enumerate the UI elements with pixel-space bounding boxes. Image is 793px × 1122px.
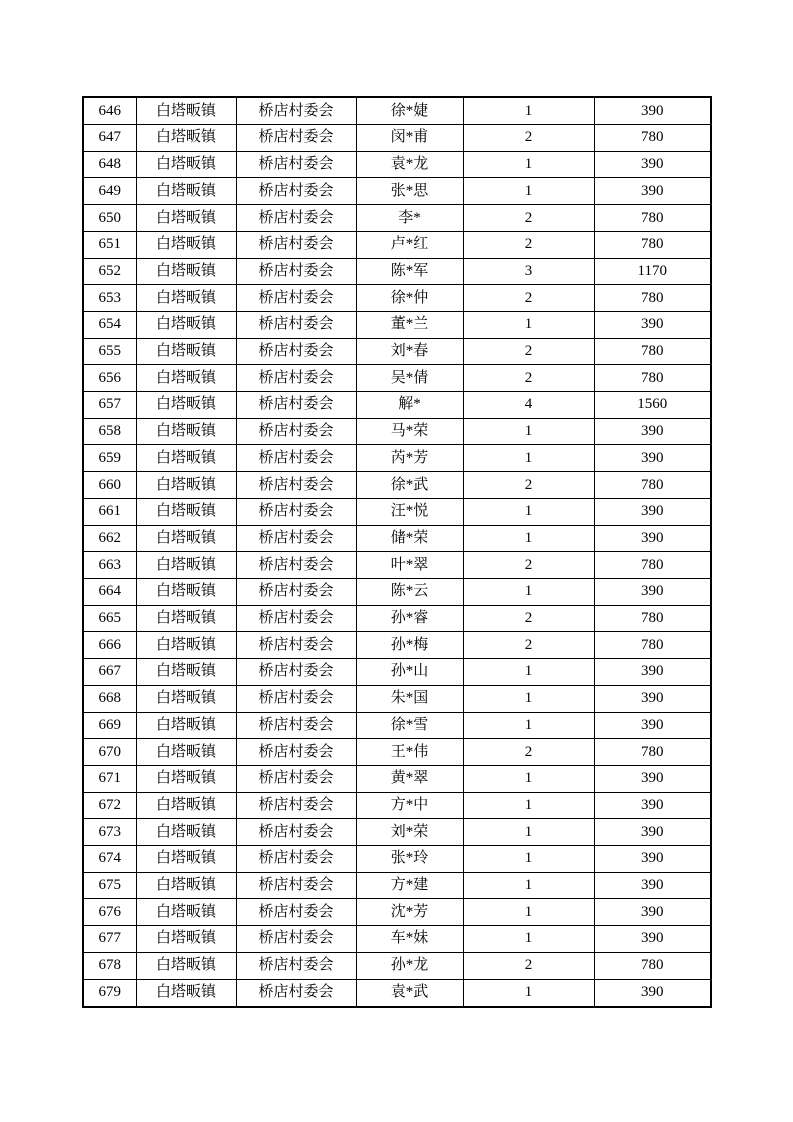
amount-cell: 780 [594,338,711,365]
amount-cell: 390 [594,579,711,606]
table-row [83,685,711,712]
table-row [83,285,711,312]
amount-cell: 390 [594,765,711,792]
name-cell: 陈*军 [356,258,463,285]
serial-cell: 661 [83,498,136,525]
town-cell: 白塔畈镇 [136,97,236,125]
table-row [83,525,711,552]
town-cell: 白塔畈镇 [136,125,236,152]
village-committee-cell: 桥店村委会 [236,97,356,125]
name-cell: 袁*武 [356,979,463,1007]
table-row [83,125,711,152]
village-committee-cell: 桥店村委会 [236,819,356,846]
village-committee-cell: 桥店村委会 [236,472,356,499]
amount-cell: 1170 [594,258,711,285]
serial-cell: 664 [83,579,136,606]
town-cell: 白塔畈镇 [136,231,236,258]
table-row [83,365,711,392]
table-row [83,792,711,819]
village-committee-cell: 桥店村委会 [236,525,356,552]
count-cell: 1 [463,792,594,819]
table-row [83,605,711,632]
table-row [83,579,711,606]
count-cell: 1 [463,712,594,739]
table-row [83,712,711,739]
name-cell: 朱*国 [356,685,463,712]
name-cell: 闵*甫 [356,125,463,152]
count-cell: 1 [463,659,594,686]
name-cell: 李* [356,205,463,232]
count-cell: 4 [463,392,594,419]
name-cell: 孙*山 [356,659,463,686]
name-cell: 张*玲 [356,846,463,873]
village-committee-cell: 桥店村委会 [236,739,356,766]
village-committee-cell: 桥店村委会 [236,445,356,472]
amount-cell: 390 [594,97,711,125]
town-cell: 白塔畈镇 [136,632,236,659]
serial-cell: 656 [83,365,136,392]
village-committee-cell: 桥店村委会 [236,552,356,579]
amount-cell: 390 [594,311,711,338]
count-cell: 2 [463,632,594,659]
table-row [83,472,711,499]
count-cell: 2 [463,472,594,499]
count-cell: 2 [463,338,594,365]
table-row [83,231,711,258]
table-row [83,819,711,846]
amount-cell: 390 [594,659,711,686]
name-cell: 芮*芳 [356,445,463,472]
count-cell: 2 [463,365,594,392]
town-cell: 白塔畈镇 [136,392,236,419]
table-row [83,392,711,419]
count-cell: 2 [463,605,594,632]
table-row [83,765,711,792]
amount-cell: 780 [594,632,711,659]
name-cell: 沈*芳 [356,899,463,926]
village-committee-cell: 桥店村委会 [236,872,356,899]
town-cell: 白塔畈镇 [136,872,236,899]
village-committee-cell: 桥店村委会 [236,178,356,205]
name-cell: 王*伟 [356,739,463,766]
amount-cell: 780 [594,472,711,499]
town-cell: 白塔畈镇 [136,685,236,712]
table-row [83,338,711,365]
serial-cell: 655 [83,338,136,365]
serial-cell: 658 [83,418,136,445]
count-cell: 1 [463,311,594,338]
name-cell: 徐*武 [356,472,463,499]
amount-cell: 390 [594,979,711,1007]
amount-cell: 780 [594,739,711,766]
table-row [83,632,711,659]
amount-cell: 390 [594,525,711,552]
table-row [83,97,711,125]
village-committee-cell: 桥店村委会 [236,632,356,659]
serial-cell: 666 [83,632,136,659]
village-committee-cell: 桥店村委会 [236,392,356,419]
amount-cell: 390 [594,151,711,178]
name-cell: 徐*仲 [356,285,463,312]
table-row [83,846,711,873]
serial-cell: 679 [83,979,136,1007]
serial-cell: 677 [83,926,136,953]
serial-cell: 675 [83,872,136,899]
town-cell: 白塔畈镇 [136,552,236,579]
name-cell: 车*妹 [356,926,463,953]
count-cell: 2 [463,231,594,258]
village-committee-cell: 桥店村委会 [236,926,356,953]
table-row [83,418,711,445]
name-cell: 吴*倩 [356,365,463,392]
count-cell: 2 [463,552,594,579]
amount-cell: 780 [594,365,711,392]
amount-cell: 780 [594,605,711,632]
village-committee-cell: 桥店村委会 [236,979,356,1007]
amount-cell: 390 [594,178,711,205]
count-cell: 1 [463,979,594,1007]
table-row [83,552,711,579]
count-cell: 1 [463,846,594,873]
village-committee-cell: 桥店村委会 [236,125,356,152]
name-cell: 马*荣 [356,418,463,445]
count-cell: 2 [463,952,594,979]
town-cell: 白塔畈镇 [136,952,236,979]
town-cell: 白塔畈镇 [136,899,236,926]
village-committee-cell: 桥店村委会 [236,205,356,232]
name-cell: 孙*睿 [356,605,463,632]
village-committee-cell: 桥店村委会 [236,258,356,285]
serial-cell: 649 [83,178,136,205]
table-row [83,952,711,979]
village-committee-cell: 桥店村委会 [236,952,356,979]
serial-cell: 676 [83,899,136,926]
town-cell: 白塔畈镇 [136,205,236,232]
village-committee-cell: 桥店村委会 [236,765,356,792]
name-cell: 张*思 [356,178,463,205]
town-cell: 白塔畈镇 [136,819,236,846]
count-cell: 1 [463,418,594,445]
count-cell: 1 [463,899,594,926]
village-committee-cell: 桥店村委会 [236,579,356,606]
town-cell: 白塔畈镇 [136,338,236,365]
village-committee-cell: 桥店村委会 [236,231,356,258]
count-cell: 1 [463,819,594,846]
serial-cell: 651 [83,231,136,258]
table-row [83,979,711,1007]
serial-cell: 674 [83,846,136,873]
town-cell: 白塔畈镇 [136,285,236,312]
town-cell: 白塔畈镇 [136,605,236,632]
amount-cell: 780 [594,285,711,312]
table-row [83,926,711,953]
village-committee-cell: 桥店村委会 [236,685,356,712]
amount-cell: 780 [594,552,711,579]
village-committee-cell: 桥店村委会 [236,338,356,365]
name-cell: 黄*翠 [356,765,463,792]
table-row [83,445,711,472]
table-row [83,178,711,205]
serial-cell: 650 [83,205,136,232]
town-cell: 白塔畈镇 [136,979,236,1007]
town-cell: 白塔畈镇 [136,498,236,525]
town-cell: 白塔畈镇 [136,792,236,819]
count-cell: 2 [463,739,594,766]
count-cell: 1 [463,498,594,525]
serial-cell: 671 [83,765,136,792]
amount-cell: 390 [594,792,711,819]
name-cell: 孙*梅 [356,632,463,659]
amount-cell: 780 [594,231,711,258]
town-cell: 白塔畈镇 [136,311,236,338]
count-cell: 1 [463,926,594,953]
count-cell: 2 [463,205,594,232]
serial-cell: 673 [83,819,136,846]
amount-cell: 390 [594,846,711,873]
serial-cell: 662 [83,525,136,552]
name-cell: 刘*春 [356,338,463,365]
amount-cell: 780 [594,205,711,232]
serial-cell: 657 [83,392,136,419]
table-body [83,97,711,1007]
town-cell: 白塔畈镇 [136,846,236,873]
village-committee-cell: 桥店村委会 [236,151,356,178]
amount-cell: 780 [594,952,711,979]
town-cell: 白塔畈镇 [136,151,236,178]
count-cell: 1 [463,445,594,472]
village-committee-cell: 桥店村委会 [236,846,356,873]
amount-cell: 390 [594,445,711,472]
serial-cell: 647 [83,125,136,152]
table-row [83,205,711,232]
town-cell: 白塔畈镇 [136,739,236,766]
count-cell: 1 [463,178,594,205]
name-cell: 汪*悦 [356,498,463,525]
town-cell: 白塔畈镇 [136,178,236,205]
table-row [83,258,711,285]
serial-cell: 648 [83,151,136,178]
name-cell: 徐*雪 [356,712,463,739]
count-cell: 1 [463,97,594,125]
table-row [83,872,711,899]
name-cell: 陈*云 [356,579,463,606]
village-committee-cell: 桥店村委会 [236,792,356,819]
name-cell: 储*荣 [356,525,463,552]
village-committee-cell: 桥店村委会 [236,418,356,445]
town-cell: 白塔畈镇 [136,445,236,472]
village-committee-cell: 桥店村委会 [236,365,356,392]
town-cell: 白塔畈镇 [136,579,236,606]
amount-cell: 390 [594,498,711,525]
serial-cell: 678 [83,952,136,979]
amount-cell: 390 [594,685,711,712]
town-cell: 白塔畈镇 [136,926,236,953]
serial-cell: 668 [83,685,136,712]
town-cell: 白塔畈镇 [136,525,236,552]
name-cell: 方*建 [356,872,463,899]
name-cell: 叶*翠 [356,552,463,579]
serial-cell: 672 [83,792,136,819]
amount-cell: 390 [594,872,711,899]
town-cell: 白塔畈镇 [136,472,236,499]
village-committee-cell: 桥店村委会 [236,311,356,338]
count-cell: 1 [463,685,594,712]
amount-cell: 1560 [594,392,711,419]
count-cell: 1 [463,525,594,552]
serial-cell: 659 [83,445,136,472]
count-cell: 1 [463,872,594,899]
village-committee-cell: 桥店村委会 [236,659,356,686]
name-cell: 解* [356,392,463,419]
table-row [83,311,711,338]
village-committee-cell: 桥店村委会 [236,285,356,312]
town-cell: 白塔畈镇 [136,258,236,285]
serial-cell: 653 [83,285,136,312]
name-cell: 卢*红 [356,231,463,258]
amount-cell: 390 [594,926,711,953]
beneficiary-table-container [82,96,710,1008]
serial-cell: 663 [83,552,136,579]
amount-cell: 780 [594,125,711,152]
village-committee-cell: 桥店村委会 [236,712,356,739]
serial-cell: 652 [83,258,136,285]
name-cell: 方*中 [356,792,463,819]
serial-cell: 667 [83,659,136,686]
serial-cell: 654 [83,311,136,338]
table-row [83,151,711,178]
name-cell: 董*兰 [356,311,463,338]
count-cell: 2 [463,285,594,312]
town-cell: 白塔畈镇 [136,712,236,739]
name-cell: 徐*婕 [356,97,463,125]
town-cell: 白塔畈镇 [136,659,236,686]
serial-cell: 646 [83,97,136,125]
serial-cell: 660 [83,472,136,499]
town-cell: 白塔畈镇 [136,765,236,792]
village-committee-cell: 桥店村委会 [236,899,356,926]
serial-cell: 665 [83,605,136,632]
village-committee-cell: 桥店村委会 [236,498,356,525]
serial-cell: 670 [83,739,136,766]
count-cell: 3 [463,258,594,285]
count-cell: 1 [463,579,594,606]
amount-cell: 390 [594,899,711,926]
count-cell: 2 [463,125,594,152]
amount-cell: 390 [594,819,711,846]
table-row [83,498,711,525]
name-cell: 袁*龙 [356,151,463,178]
count-cell: 1 [463,765,594,792]
town-cell: 白塔畈镇 [136,418,236,445]
amount-cell: 390 [594,418,711,445]
beneficiary-table [82,96,712,1008]
table-row [83,659,711,686]
table-row [83,739,711,766]
name-cell: 孙*龙 [356,952,463,979]
village-committee-cell: 桥店村委会 [236,605,356,632]
count-cell: 1 [463,151,594,178]
name-cell: 刘*荣 [356,819,463,846]
table-row [83,899,711,926]
amount-cell: 390 [594,712,711,739]
town-cell: 白塔畈镇 [136,365,236,392]
serial-cell: 669 [83,712,136,739]
